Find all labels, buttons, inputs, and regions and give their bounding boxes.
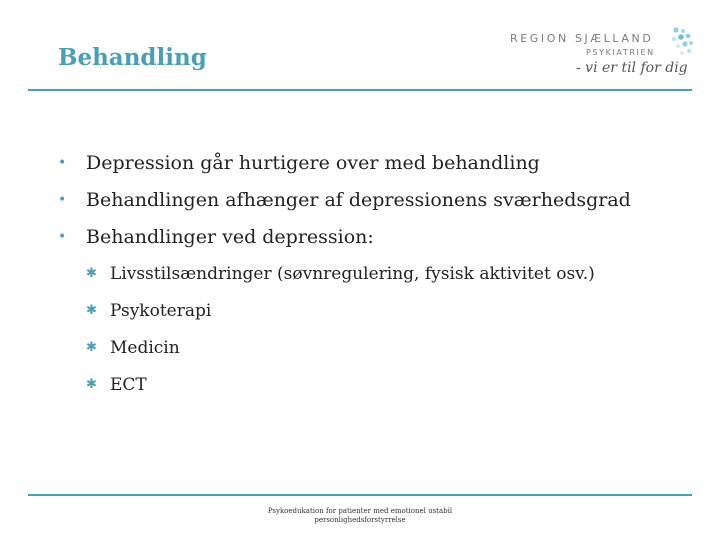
logo-tagline: - vi er til for dig [576, 60, 688, 76]
sub-list-item [56, 370, 696, 407]
footer-divider [28, 494, 692, 496]
sub-list-item-text: Livsstilsændringer (søvnregulering, fysisk aktivitet osv.) [110, 264, 595, 284]
header-divider [28, 89, 692, 91]
sub-list-item [56, 259, 696, 296]
logo [506, 26, 696, 88]
bullet-dot-icon: • [58, 155, 67, 171]
sub-list-item [56, 296, 696, 333]
sub-bullet-icon: ✱ [86, 303, 97, 318]
list-item-text: Behandlingen afhænger af depressionens sværhedsgrad [86, 189, 631, 211]
bullet-dot-icon: • [58, 192, 67, 208]
footer [240, 507, 480, 525]
sub-list-item-text: Medicin [110, 338, 180, 358]
bullet-list [56, 148, 696, 407]
sub-list-item-text: Psykoterapi [110, 301, 212, 321]
logo-sub-text: PSYKIATRIEN [586, 48, 655, 57]
logo-main-text: REGION SJÆLLAND [510, 32, 654, 45]
sub-bullet-icon: ✱ [86, 340, 97, 355]
logo-dots-icon [666, 26, 696, 60]
list-item-text: Behandlinger ved depression: [86, 226, 374, 248]
list-item-text: Depression går hurtigere over med behandling [86, 152, 540, 174]
footer-line: Psykoedukation for patienter med emotionel ustabil [267, 507, 453, 515]
list-item [56, 185, 696, 222]
sub-bullet-icon: ✱ [86, 266, 97, 281]
bullet-dot-icon: • [58, 229, 67, 245]
footer-line: personlighedsforstyrrelse [314, 516, 406, 524]
list-item [56, 222, 696, 259]
sub-bullet-icon: ✱ [86, 377, 97, 392]
sub-list-item [56, 333, 696, 370]
page-title: Behandling [58, 44, 207, 71]
sub-list-item-text: ECT [110, 375, 147, 395]
list-item [56, 148, 696, 185]
